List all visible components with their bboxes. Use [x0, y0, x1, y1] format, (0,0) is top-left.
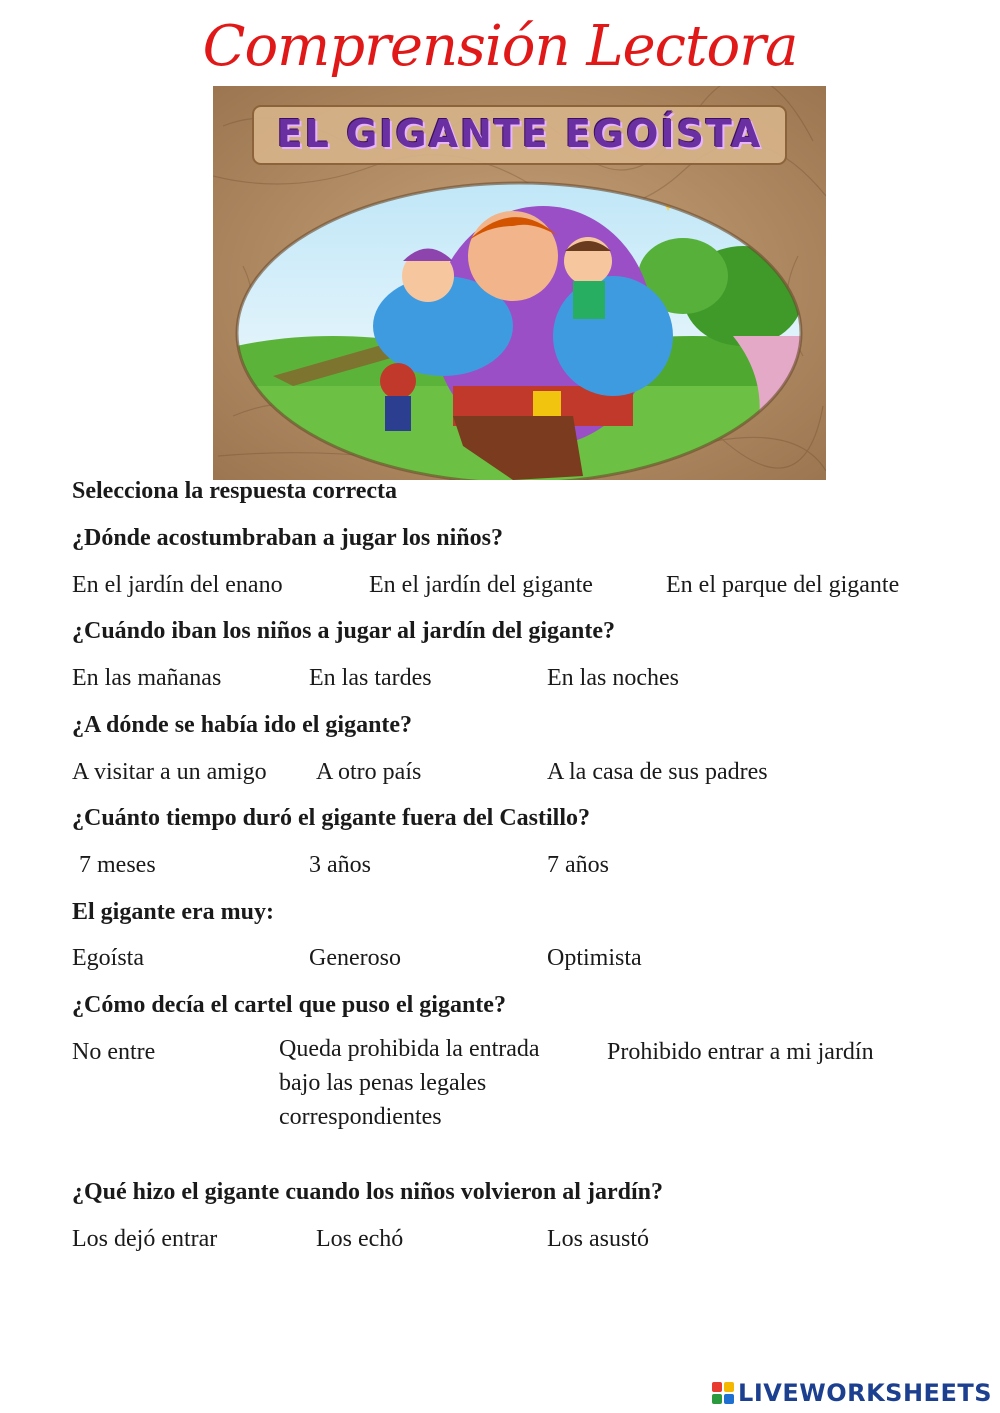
- logo-square: [712, 1394, 722, 1404]
- illustration-title: EL GIGANTE EGOÍSTA: [276, 112, 763, 156]
- answer-option[interactable]: No entre: [72, 1039, 156, 1065]
- question-5: El gigante era muy:: [72, 899, 274, 925]
- liveworksheets-watermark: [712, 1379, 992, 1407]
- answer-option[interactable]: En el jardín del enano: [72, 572, 283, 598]
- answer-option[interactable]: Queda prohibida la entrada bajo las penas legales correspondientes: [279, 1036, 540, 1130]
- answer-option[interactable]: 7 años: [547, 852, 609, 878]
- answer-option[interactable]: En el jardín del gigante: [369, 572, 593, 598]
- logo-square: [712, 1382, 722, 1392]
- brand-name: LIVEWORKSHEETS: [738, 1379, 992, 1407]
- question-7: ¿Qué hizo el gigante cuando los niños volvieron al jardín?: [72, 1179, 663, 1205]
- answer-option[interactable]: A la casa de sus padres: [547, 759, 768, 785]
- answer-option[interactable]: En las mañanas: [72, 665, 222, 691]
- question-6: ¿Cómo decía el cartel que puso el gigante?: [72, 992, 506, 1018]
- answer-option[interactable]: 3 años: [309, 852, 371, 878]
- story-illustration: [213, 86, 826, 480]
- answer-option[interactable]: A visitar a un amigo: [72, 759, 267, 785]
- logo-square: [724, 1382, 734, 1392]
- answer-option[interactable]: Los dejó entrar: [72, 1226, 218, 1252]
- question-4: ¿Cuánto tiempo duró el gigante fuera del Castillo?: [72, 805, 590, 831]
- worksheet-title: Comprensión Lectora: [202, 14, 798, 79]
- instruction-text: Selecciona la respuesta correcta: [72, 478, 398, 504]
- answer-option[interactable]: Generoso: [309, 945, 401, 971]
- answer-option[interactable]: En el parque del gigante: [666, 572, 900, 598]
- question-3: ¿A dónde se había ido el gigante?: [72, 712, 413, 738]
- logo-square: [724, 1394, 734, 1404]
- question-2: ¿Cuándo iban los niños a jugar al jardín del gigante?: [72, 618, 616, 644]
- answer-option[interactable]: Prohibido entrar a mi jardín: [607, 1039, 874, 1065]
- answer-option[interactable]: 7 meses: [79, 852, 156, 878]
- answer-option[interactable]: En las noches: [547, 665, 679, 691]
- liveworksheets-logo-icon: [712, 1382, 734, 1404]
- answer-option[interactable]: Los asustó: [547, 1226, 649, 1252]
- answer-option[interactable]: Egoísta: [72, 945, 144, 971]
- answer-option[interactable]: Optimista: [547, 945, 642, 971]
- question-1: ¿Dónde acostumbraban a jugar los niños?: [72, 525, 503, 551]
- answer-option[interactable]: Los echó: [316, 1226, 404, 1252]
- answer-option[interactable]: En las tardes: [309, 665, 432, 691]
- answer-option[interactable]: A otro país: [316, 759, 422, 785]
